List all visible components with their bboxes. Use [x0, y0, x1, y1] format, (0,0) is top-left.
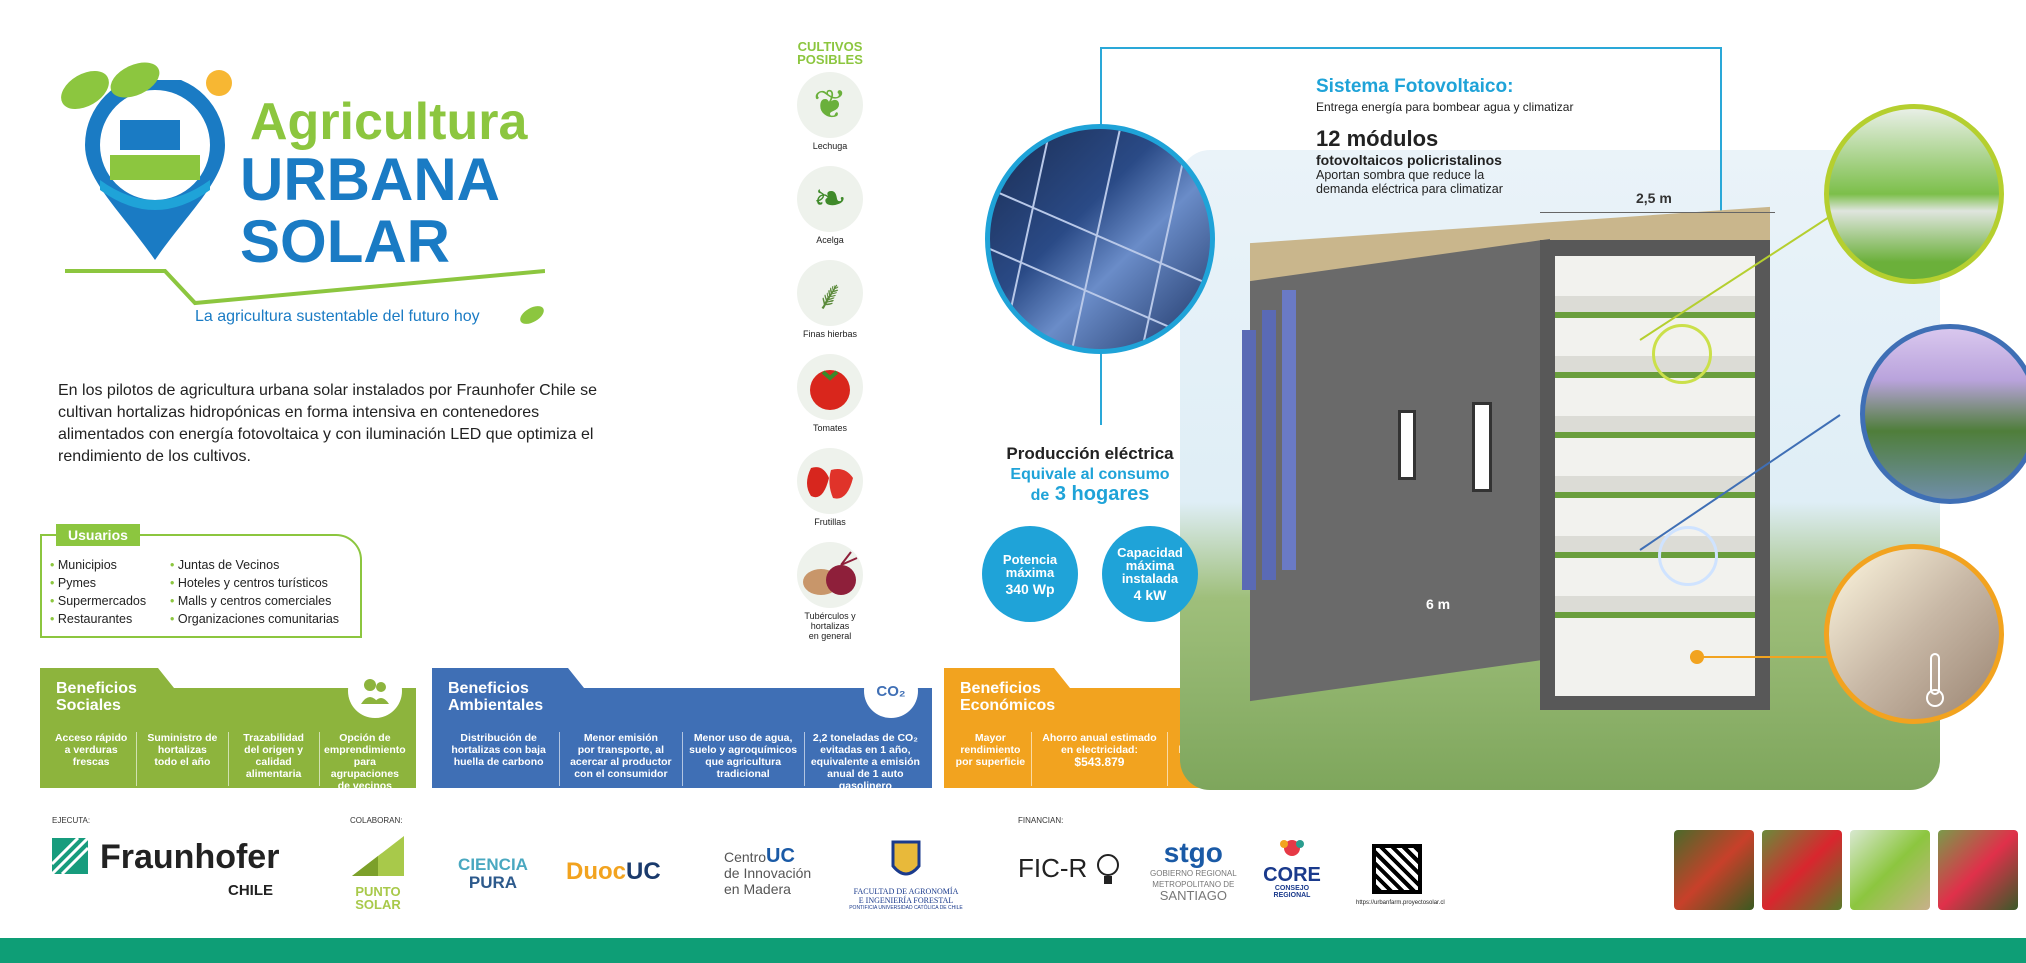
benefit-cell	[319, 732, 410, 792]
core-sub: CONSEJO REGIONAL	[1273, 885, 1311, 899]
capacity-value: 4 kW	[1133, 587, 1167, 603]
footer-bar	[0, 938, 2026, 963]
centro-line3: en Madera	[724, 881, 791, 897]
zoom-marker	[1658, 526, 1718, 586]
label-financian: FINANCIAN:	[1018, 816, 1064, 825]
pv-title: Sistema Fotovoltaico:	[1316, 76, 1514, 97]
benefit-cell	[1031, 732, 1167, 786]
sun-icon	[196, 60, 242, 106]
production-homes-value: 3 hogares	[1054, 483, 1150, 505]
cell-line: acercar al productor	[570, 756, 672, 768]
benefits-environmental	[432, 668, 932, 792]
strawberry-icon	[797, 448, 863, 514]
power-value: 340 Wp	[1005, 580, 1055, 597]
intro-text: En los pilotos de agricultura urbana solar instalados por Fraunhofer Chile se cultivan hortalizas hidropónicas en forma intensiva en contenedores alimentados con energía fotovoltaica y con iluminación LED que optimiza el rendimiento de los cultivos.	[58, 382, 597, 465]
list-item: • Supermercados	[50, 592, 146, 610]
crop-label: Acelga	[816, 235, 844, 245]
benefit-cell	[559, 732, 681, 786]
fraunhofer-sub: CHILE	[228, 882, 273, 899]
solar-panel-strip	[1242, 330, 1256, 590]
duoc-uc-text: UC	[626, 858, 661, 885]
centro-line2: de Innovación	[724, 865, 812, 881]
tomato-icon	[797, 354, 863, 420]
cell-line: Distribución de	[460, 732, 537, 744]
cell-line: $543.879	[1074, 755, 1125, 769]
qr-code	[1372, 844, 1422, 894]
users-title: Usuarios	[56, 524, 140, 546]
list-item: • Hoteles y centros turísticos	[170, 574, 339, 592]
cell-line: Suministro de	[147, 732, 218, 744]
list-item: • Organizaciones comunitarias	[170, 610, 339, 628]
dim-length: 6 m	[1426, 596, 1451, 612]
benefits-title-line1: Beneficios	[448, 680, 529, 697]
punto-line2: SOLAR	[355, 897, 401, 912]
title-line3: SOLAR	[240, 208, 450, 275]
list-item: • Restaurantes	[50, 610, 146, 628]
label-colaboran: COLABORAN:	[350, 816, 403, 825]
benefits-cells	[438, 732, 926, 792]
cell-line: Trazabilidad	[243, 732, 304, 744]
solar-panel-strip	[1262, 310, 1276, 580]
cell-line: Menor uso de agua,	[693, 732, 793, 744]
pv-modules: 12 módulos	[1316, 126, 1439, 151]
cell-line: a verduras	[64, 744, 118, 756]
zoom-marker	[1652, 324, 1712, 384]
crop-item	[790, 448, 870, 527]
facultad-line3: PONTIFICIA UNIVERSIDAD CATÓLICA DE CHILE	[849, 905, 963, 911]
fraunhofer-name: Fraunhofer	[100, 838, 280, 876]
crop-label-line2: en general	[808, 631, 852, 641]
capacity-label3: instalada	[1121, 571, 1179, 586]
zoom-marker-dot	[1690, 650, 1704, 664]
cell-line: evitadas en 1 año,	[820, 744, 911, 756]
herbs-icon: ⸙	[797, 260, 863, 326]
crop-item	[790, 542, 870, 641]
capacity-badge	[1102, 526, 1198, 622]
ciencia-line2: PURA	[468, 873, 518, 892]
strawberry-hand-photo	[1938, 830, 2018, 910]
users-box	[40, 534, 362, 638]
benefits-title-line1: Beneficios	[960, 680, 1041, 697]
cell-line: con el consumidor	[574, 768, 668, 780]
power-badge	[982, 526, 1078, 622]
ficr-text: FIC-R	[1018, 852, 1088, 883]
facultad-line1: FACULTAD DE AGRONOMÍA	[853, 887, 959, 896]
benefit-cell	[438, 732, 559, 786]
cell-line: hortalizas	[157, 744, 207, 756]
crop-label: Frutillas	[814, 517, 846, 527]
people-icon	[348, 664, 402, 718]
facultad-line2: E INGENIERÍA FORESTAL	[858, 896, 954, 905]
benefit-cell	[682, 732, 804, 786]
title-line2: URBANA	[240, 146, 500, 213]
strawberry-photo	[1762, 830, 1842, 910]
benefits-title-line2: Ambientales	[448, 697, 544, 714]
punto-solar-logo	[348, 832, 408, 912]
dim-width-line	[1540, 212, 1775, 213]
ciencia-pura-logo	[458, 856, 528, 892]
stgo-text: stgo	[1163, 837, 1223, 868]
stgo-line3: SANTIAGO	[1159, 888, 1227, 903]
crop-label: Tomates	[812, 423, 847, 433]
crop-item	[790, 72, 870, 151]
cell-line: Ahorro anual estimado	[1042, 732, 1157, 744]
benefit-cell	[804, 732, 926, 792]
benefits-eco-title	[960, 680, 1055, 714]
users-col1	[50, 556, 146, 628]
pv-subtitle: Entrega energía para bombear agua y climatizar	[1316, 100, 1574, 114]
duoc-uc-logo	[566, 858, 661, 886]
cell-line: por transporte, al	[577, 744, 665, 756]
lettuce-icon: ❦	[797, 72, 863, 138]
url-text: https://urbanfarm.proyectosolar.cl	[1356, 900, 1445, 906]
leaf-icon	[55, 55, 165, 115]
lettuce-hand-photo	[1850, 830, 1930, 910]
cell-line: todo el año	[154, 756, 211, 768]
production-homes-prefix: de	[1030, 487, 1050, 504]
crop-label	[790, 611, 870, 641]
punto-line1: PUNTO	[355, 884, 401, 899]
crop-item	[790, 166, 870, 245]
tuber-icon	[797, 542, 863, 608]
cell-line: del origen y	[244, 744, 304, 756]
cell-line: suelo y agroquímicos	[689, 744, 798, 756]
crop-label: Finas hierbas	[802, 329, 858, 339]
production-subtitle: Equivale al consumo	[1010, 466, 1170, 483]
benefits-env-title	[448, 680, 543, 714]
leaf-icon	[518, 304, 546, 326]
cell-line: alimentaria	[245, 768, 302, 780]
benefit-cell	[136, 732, 227, 786]
pv-modules-type: fotovoltaicos policristalinos	[1316, 152, 1502, 168]
cell-line: calidad	[255, 756, 292, 768]
dim-width: 2,5 m	[1636, 190, 1672, 206]
label-ejecuta: EJECUTA:	[52, 816, 91, 825]
crop-item	[790, 260, 870, 339]
cell-line: tradicional	[716, 768, 770, 780]
crops-title-line1: CULTIVOS	[797, 39, 863, 54]
cell-line: en electricidad:	[1060, 744, 1138, 756]
power-label2: máxima	[1005, 564, 1055, 580]
cell-line: huella de carbono	[453, 756, 544, 768]
crop-label: Lechuga	[812, 141, 848, 151]
stgo-line2: METROPOLITANO DE	[1152, 880, 1235, 889]
cell-line: para agrupaciones	[330, 756, 400, 780]
benefits-title-line1: Beneficios	[56, 680, 137, 697]
capacity-label1: Capacidad	[1117, 545, 1183, 560]
zoom-line	[1640, 340, 1641, 341]
cell-line: frescas	[72, 756, 110, 768]
cell-line: rendimiento	[960, 744, 1021, 756]
window	[1398, 410, 1416, 480]
window	[1472, 402, 1492, 492]
co2-icon: CO₂	[864, 664, 918, 718]
centro-uc-text: UC	[766, 845, 795, 867]
power-label1: Potencia	[1002, 551, 1058, 567]
led-growing-photo	[1860, 324, 2026, 504]
thermometer-icon	[1920, 650, 1950, 710]
cell-line: Mayor	[974, 732, 1006, 744]
benefit-cell	[950, 732, 1031, 786]
list-item: • Municipios	[50, 556, 146, 574]
cell-line: Menor emisión	[583, 732, 658, 744]
centro-text: Centro	[724, 849, 767, 865]
list-item: • Juntas de Vecinos	[170, 556, 339, 574]
benefits-social	[40, 668, 416, 792]
fic-r-logo	[1018, 852, 1121, 888]
cell-line: anual de 1 auto gasolinero	[827, 768, 904, 792]
pipe-row	[1555, 296, 1755, 318]
cell-line: equivalente a emisión	[810, 756, 920, 768]
production-homes	[1000, 483, 1180, 506]
uc-faculty-logo	[836, 838, 976, 912]
cell-line: 2,2 toneladas de CO₂	[812, 732, 918, 744]
benefits-cells	[46, 732, 410, 792]
benefit-cell	[228, 732, 319, 786]
core-logo	[1262, 836, 1322, 899]
ciencia-line1: CIENCIA	[458, 855, 528, 874]
crop-item	[790, 354, 870, 433]
tomato-plant-photo	[1674, 830, 1754, 910]
crops-title-line2: POSIBLES	[797, 52, 863, 67]
production-title: Producción eléctrica	[1006, 444, 1174, 463]
lettuce-detail-photo	[1824, 104, 2004, 284]
crops-title	[790, 40, 870, 66]
benefits-social-title	[56, 680, 137, 714]
benefits-title-line2: Sociales	[56, 697, 121, 714]
cell-line: Opción de	[339, 732, 391, 744]
pv-description: Aportan sombra que reduce la demanda eléctrica para climatizar	[1316, 168, 1503, 196]
stgo-line1: GOBIERNO REGIONAL	[1150, 869, 1237, 878]
cell-line: por superficie	[955, 756, 1026, 768]
title-line1: Agricultura	[250, 93, 528, 151]
list-item: • Malls y centros comerciales	[170, 592, 339, 610]
benefits-title-line2: Económicos	[960, 697, 1056, 714]
cell-line: emprendimiento	[324, 744, 406, 756]
cell-line: que agricultura	[705, 756, 782, 768]
duoc-text: Duoc	[566, 858, 626, 885]
slogan: La agricultura sustentable del futuro hoy	[195, 308, 480, 325]
chard-icon: ❧	[797, 166, 863, 232]
benefit-cell	[46, 732, 136, 786]
cell-line: de vecinos	[337, 780, 393, 792]
title-underline	[65, 268, 545, 308]
solar-panel-photo	[985, 124, 1215, 354]
solar-panel-strip	[1282, 290, 1296, 570]
climate-control-photo	[1824, 544, 2004, 724]
stgo-logo	[1150, 838, 1237, 901]
core-text: CORE	[1263, 864, 1321, 886]
centro-uc-logo	[724, 845, 812, 897]
capacity-label2: máxima	[1125, 558, 1175, 573]
cell-line: Acceso rápido	[54, 732, 128, 744]
users-col2	[170, 556, 339, 628]
list-item: • Pymes	[50, 574, 146, 592]
cell-line: hortalizas con baja	[451, 744, 546, 756]
crop-label-line1: Tubérculos y hortalizas	[804, 611, 856, 631]
